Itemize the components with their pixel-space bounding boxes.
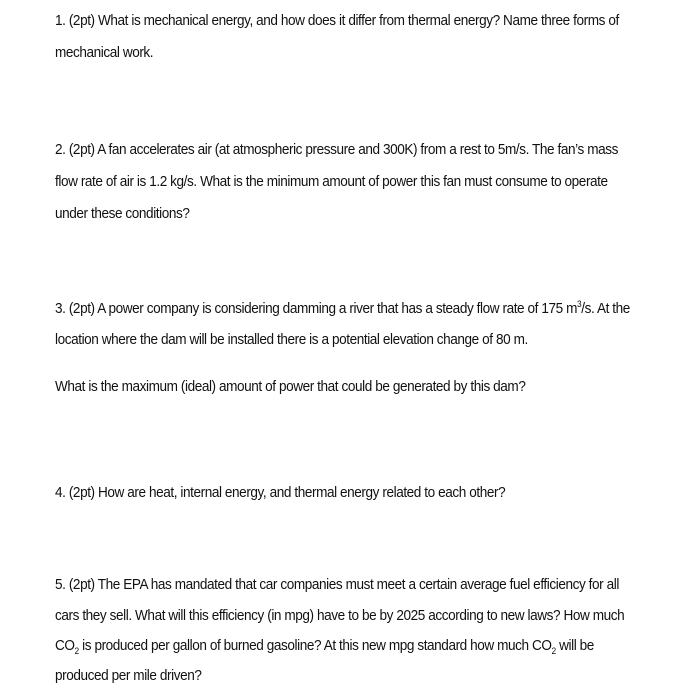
question-3-line-1 [55,300,630,318]
co2-subscript-1: 2 [74,645,79,656]
question-5-line-1: 5. (2pt) The EPA has mandated that car companies must meet a certain average fuel efficiency for all [55,577,619,593]
question-2-line-1: 2. (2pt) A fan accelerates air (at atmospheric pressure and 300K) from a rest to 5m/s. The fan’s mass [55,142,618,158]
cubic-superscript: 3 [577,299,582,310]
question-3-line-1-text: 3. (2pt) A power company is considering damming a river that has a steady flow rate of 175 m [55,301,578,317]
co2-text-c: will be [555,638,594,654]
question-5-line-4: produced per mile driven? [55,668,202,684]
question-5-line-3 [55,637,594,655]
question-3-line-3: What is the maximum (ideal) amount of power that could be generated by this dam? [55,379,526,395]
question-4-line-1: 4. (2pt) How are heat, internal energy, and thermal energy related to each other? [55,485,506,501]
co2-text-b: is produced per gallon of burned gasoline? At this new mpg standard how much CO [78,638,552,654]
question-3-line-1-tail: /s. At the [581,301,630,317]
question-3-line-2: location where the dam will be installed there is a potential elevation change of 80 m. [55,332,528,348]
question-1-line-1: 1. (2pt) What is mechanical energy, and how does it differ from thermal energy? Name three forms of [55,13,619,29]
question-2-line-2: flow rate of air is 1.2 kg/s. What is the minimum amount of power this fan must consume to operate [55,174,608,190]
question-5-line-2: cars they sell. What will this efficiency (in mpg) have to be by 2025 according to new laws? How much [55,608,625,624]
question-2-line-3: under these conditions? [55,206,190,222]
co2-text-a: CO [55,638,75,654]
question-1-line-2: mechanical work. [55,45,154,61]
co2-subscript-2: 2 [551,645,556,656]
